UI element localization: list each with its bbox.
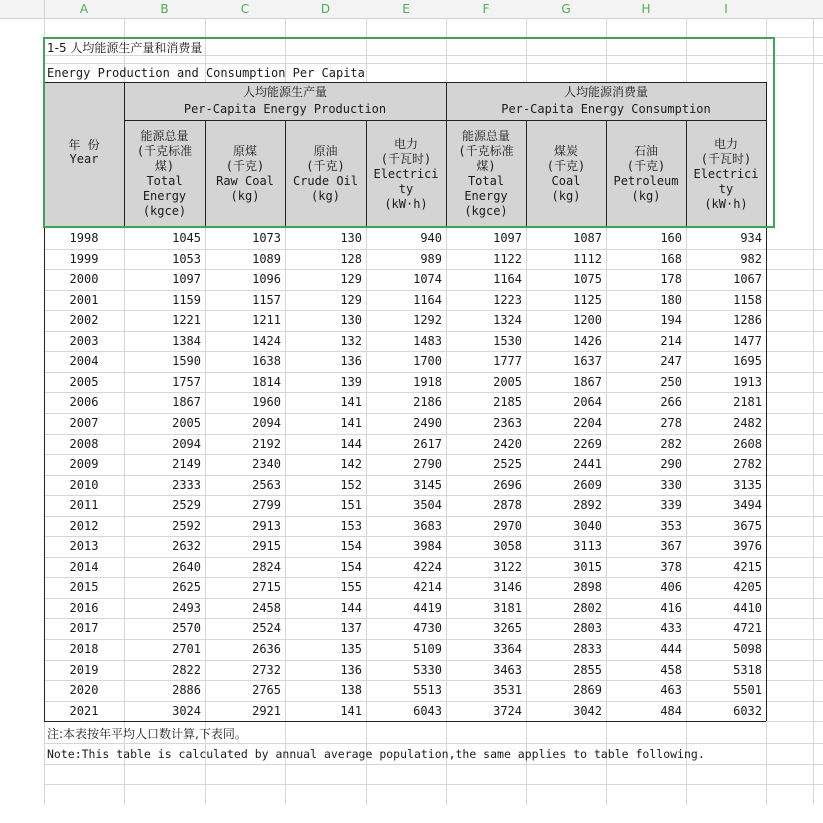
value-cell[interactable]: 1159 [172, 292, 201, 307]
value-cell[interactable]: 2529 [172, 498, 201, 513]
grid-row-line [44, 784, 823, 785]
value-cell[interactable]: 353 [660, 518, 682, 533]
column-header-f[interactable]: F [482, 2, 490, 16]
table-title-en: Energy Production and Consumption Per Capita [47, 66, 365, 80]
year-cell[interactable]: 2008 [69, 436, 99, 451]
column-sub-header: 煤炭 (千克) Coal (kg) [546, 144, 586, 203]
value-cell[interactable]: 1089 [252, 251, 281, 266]
value-cell[interactable]: 2064 [573, 395, 602, 410]
value-cell[interactable]: 1483 [413, 333, 442, 348]
value-cell[interactable]: 3724 [493, 703, 522, 718]
value-cell[interactable]: 484 [660, 703, 682, 718]
value-cell[interactable]: 2921 [252, 703, 281, 718]
value-cell[interactable]: 2204 [573, 415, 602, 430]
year-cell[interactable]: 2001 [69, 292, 99, 307]
value-cell[interactable]: 2803 [573, 621, 602, 636]
value-cell[interactable]: 3040 [573, 518, 602, 533]
column-sub-header: 石油 (千克) Petroleum (kg) [613, 144, 679, 203]
value-cell[interactable]: 2833 [573, 642, 602, 656]
value-cell[interactable]: 3122 [493, 559, 522, 574]
value-cell[interactable]: 2636 [252, 642, 281, 656]
value-cell[interactable]: 154 [340, 559, 362, 574]
value-cell[interactable]: 1125 [573, 292, 602, 307]
year-cell[interactable]: 2005 [69, 374, 99, 389]
year-column-header: 年 份 Year [68, 138, 100, 166]
value-cell[interactable]: 2732 [252, 662, 281, 677]
value-cell[interactable]: 282 [660, 436, 682, 451]
value-cell[interactable]: 2696 [493, 477, 522, 492]
value-cell[interactable]: 2493 [172, 600, 201, 615]
column-sub-header: 电力 (千瓦时) Electrici ty (kW·h) [693, 136, 759, 211]
value-cell[interactable]: 1324 [493, 313, 522, 328]
grid-row-line [44, 37, 823, 38]
value-cell[interactable]: 1074 [413, 272, 442, 287]
value-cell[interactable]: 3265 [493, 621, 522, 636]
year-cell[interactable]: 2018 [69, 642, 99, 656]
column-header-d[interactable]: D [320, 2, 331, 16]
value-cell[interactable]: 2524 [252, 621, 281, 636]
value-cell[interactable]: 5330 [413, 662, 442, 677]
value-cell[interactable]: 3494 [733, 498, 762, 513]
value-cell[interactable]: 2790 [413, 457, 442, 472]
value-cell[interactable]: 130 [340, 231, 362, 245]
row-header-gutter [0, 0, 45, 18]
value-cell[interactable]: 136 [340, 354, 362, 369]
year-cell[interactable]: 2019 [69, 662, 99, 677]
column-header-h[interactable]: H [641, 2, 651, 16]
value-cell[interactable]: 141 [340, 703, 362, 718]
value-cell[interactable]: 3984 [413, 539, 442, 554]
value-cell[interactable]: 1157 [252, 292, 281, 307]
value-cell[interactable]: 940 [420, 231, 442, 245]
value-cell[interactable]: 2185 [493, 395, 522, 410]
value-cell[interactable]: 1158 [733, 292, 762, 307]
value-cell[interactable]: 1164 [493, 272, 522, 287]
value-cell[interactable]: 339 [660, 498, 682, 513]
year-cell[interactable]: 2020 [69, 683, 99, 698]
table-border [124, 120, 766, 121]
value-cell[interactable]: 1286 [733, 313, 762, 328]
value-cell[interactable]: 2005 [493, 374, 522, 389]
column-header-c[interactable]: C [240, 2, 250, 16]
year-cell[interactable]: 1998 [69, 231, 99, 245]
value-cell[interactable]: 3015 [573, 559, 602, 574]
value-cell[interactable]: 1700 [413, 354, 442, 369]
value-cell[interactable]: 3146 [493, 580, 522, 595]
value-cell[interactable]: 3683 [413, 518, 442, 533]
value-cell[interactable]: 1067 [733, 272, 762, 287]
value-cell[interactable]: 2878 [493, 498, 522, 513]
value-cell[interactable]: 2333 [172, 477, 201, 492]
footnote-cn: 注:本表按年平均人口数计算,下表同。 [47, 727, 247, 742]
value-cell[interactable]: 1087 [573, 231, 602, 245]
year-cell[interactable]: 2012 [69, 518, 99, 533]
grid-row-line [44, 55, 823, 56]
value-cell[interactable]: 1384 [172, 333, 201, 348]
value-cell[interactable]: 168 [660, 251, 682, 266]
grid-row-line [44, 743, 823, 744]
value-cell[interactable]: 3976 [733, 539, 762, 554]
value-cell[interactable]: 2094 [172, 436, 201, 451]
value-cell[interactable]: 1122 [493, 251, 522, 266]
column-sub-header: 电力 (千瓦时) Electrici ty (kW·h) [373, 136, 439, 211]
value-cell[interactable]: 1097 [172, 272, 201, 287]
value-cell[interactable]: 1477 [733, 333, 762, 348]
value-cell[interactable]: 3113 [573, 539, 602, 554]
value-cell[interactable]: 1638 [252, 354, 281, 369]
group-header-consumption-en: Per-Capita Energy Consumption [501, 102, 711, 116]
value-cell[interactable]: 2625 [172, 580, 201, 595]
value-cell[interactable]: 2913 [252, 518, 281, 533]
value-cell[interactable]: 1867 [172, 395, 201, 410]
value-cell[interactable]: 2363 [493, 415, 522, 430]
value-cell[interactable]: 2799 [252, 498, 281, 513]
value-cell[interactable]: 1426 [573, 333, 602, 348]
value-cell[interactable]: 463 [660, 683, 682, 698]
value-cell[interactable]: 3504 [413, 498, 442, 513]
value-cell[interactable]: 290 [660, 457, 682, 472]
table-border [44, 82, 45, 721]
value-cell[interactable]: 2715 [252, 580, 281, 595]
value-cell[interactable]: 2149 [172, 457, 201, 472]
year-cell[interactable]: 2009 [69, 457, 99, 472]
value-cell[interactable]: 2970 [493, 518, 522, 533]
value-cell[interactable]: 2420 [493, 436, 522, 451]
value-cell[interactable]: 1221 [172, 313, 201, 328]
value-cell[interactable]: 4214 [413, 580, 442, 595]
year-cell[interactable]: 2011 [69, 498, 99, 513]
value-cell[interactable]: 2482 [733, 415, 762, 430]
value-cell[interactable]: 2617 [413, 436, 442, 451]
value-cell[interactable]: 367 [660, 539, 682, 554]
column-sub-header: 原油 (千克) Crude Oil (kg) [292, 144, 359, 203]
value-cell[interactable]: 247 [660, 354, 682, 369]
year-cell[interactable]: 2016 [69, 600, 99, 615]
value-cell[interactable]: 2458 [252, 600, 281, 615]
value-cell[interactable]: 2005 [172, 415, 201, 430]
value-cell[interactable]: 2632 [172, 539, 201, 554]
year-cell[interactable]: 1999 [69, 251, 99, 266]
table-border [44, 82, 766, 83]
value-cell[interactable]: 4730 [413, 621, 442, 636]
value-cell[interactable]: 154 [340, 539, 362, 554]
value-cell[interactable]: 4721 [733, 621, 762, 636]
value-cell[interactable]: 2855 [573, 662, 602, 677]
value-cell[interactable]: 2592 [172, 518, 201, 533]
table-border [366, 120, 367, 228]
value-cell[interactable]: 1073 [252, 231, 281, 245]
value-cell[interactable]: 2609 [573, 477, 602, 492]
value-cell[interactable]: 378 [660, 559, 682, 574]
table-border [124, 82, 125, 228]
value-cell[interactable]: 144 [340, 436, 362, 451]
value-cell[interactable]: 1590 [172, 354, 201, 369]
value-cell[interactable]: 2892 [573, 498, 602, 513]
value-cell[interactable]: 2915 [252, 539, 281, 554]
value-cell[interactable]: 2886 [172, 683, 201, 698]
value-cell[interactable]: 1913 [733, 374, 762, 389]
value-cell[interactable]: 135 [340, 642, 362, 656]
year-cell[interactable]: 2007 [69, 415, 99, 430]
value-cell[interactable]: 266 [660, 395, 682, 410]
column-sub-header: 能源总量 (千克标准 煤) Total Energy (kgce) [458, 129, 514, 218]
value-cell[interactable]: 3058 [493, 539, 522, 554]
value-cell[interactable]: 1637 [573, 354, 602, 369]
value-cell[interactable]: 1211 [252, 313, 281, 328]
value-cell[interactable]: 2824 [252, 559, 281, 574]
value-cell[interactable]: 2340 [252, 457, 281, 472]
table-border [446, 82, 447, 228]
value-cell[interactable]: 3531 [493, 683, 522, 698]
column-header-i[interactable]: I [724, 2, 728, 16]
table-border [285, 120, 286, 228]
year-cell[interactable]: 2003 [69, 333, 99, 348]
table-border [606, 120, 607, 228]
value-cell[interactable]: 132 [340, 333, 362, 348]
value-cell[interactable]: 138 [340, 683, 362, 698]
value-cell[interactable]: 151 [340, 498, 362, 513]
value-cell[interactable]: 2525 [493, 457, 522, 472]
value-cell[interactable]: 934 [740, 231, 762, 245]
value-cell[interactable]: 214 [660, 333, 682, 348]
table-border [44, 721, 766, 722]
value-cell[interactable]: 1292 [413, 313, 442, 328]
value-cell[interactable]: 1695 [733, 354, 762, 369]
value-cell[interactable]: 2701 [172, 642, 201, 656]
value-cell[interactable]: 1045 [172, 231, 201, 245]
value-cell[interactable]: 1960 [252, 395, 281, 410]
value-cell[interactable]: 2822 [172, 662, 201, 677]
value-cell[interactable]: 1867 [573, 374, 602, 389]
value-cell[interactable]: 1164 [413, 292, 442, 307]
value-cell[interactable]: 130 [340, 313, 362, 328]
year-cell[interactable]: 2015 [69, 580, 99, 595]
value-cell[interactable]: 278 [660, 415, 682, 430]
value-cell[interactable]: 160 [660, 231, 682, 245]
value-cell[interactable]: 3135 [733, 477, 762, 492]
value-cell[interactable]: 1530 [493, 333, 522, 348]
value-cell[interactable]: 1112 [573, 251, 602, 266]
table-border [205, 120, 206, 228]
value-cell[interactable]: 180 [660, 292, 682, 307]
value-cell[interactable]: 4224 [413, 559, 442, 574]
value-cell[interactable]: 141 [340, 395, 362, 410]
value-cell[interactable]: 406 [660, 580, 682, 595]
value-cell[interactable]: 1200 [573, 313, 602, 328]
year-cell[interactable]: 2017 [69, 621, 99, 636]
value-cell[interactable]: 141 [340, 415, 362, 430]
year-cell[interactable]: 2000 [69, 272, 99, 287]
value-cell[interactable]: 1097 [493, 231, 522, 245]
table-border [526, 120, 527, 228]
value-cell[interactable]: 3145 [413, 477, 442, 492]
value-cell[interactable]: 1096 [252, 272, 281, 287]
year-cell[interactable]: 2010 [69, 477, 99, 492]
value-cell[interactable]: 1075 [573, 272, 602, 287]
value-cell[interactable]: 3463 [493, 662, 522, 677]
value-cell[interactable]: 6043 [413, 703, 442, 718]
table-title-cn: 1-5 人均能源生产量和消费量 [47, 41, 203, 55]
value-cell[interactable]: 2181 [733, 395, 762, 410]
value-cell[interactable]: 129 [340, 272, 362, 287]
value-cell[interactable]: 1777 [493, 354, 522, 369]
value-cell[interactable]: 1757 [172, 374, 201, 389]
value-cell[interactable]: 5098 [733, 642, 762, 656]
grid-row-line [44, 63, 823, 64]
grid-column-line [813, 18, 814, 805]
value-cell[interactable]: 1424 [252, 333, 281, 348]
value-cell[interactable]: 5501 [733, 683, 762, 698]
value-cell[interactable]: 3364 [493, 642, 522, 656]
value-cell[interactable]: 2441 [573, 457, 602, 472]
value-cell[interactable]: 6032 [733, 703, 762, 718]
value-cell[interactable]: 416 [660, 600, 682, 615]
value-cell[interactable]: 2869 [573, 683, 602, 698]
value-cell[interactable]: 4205 [733, 580, 762, 595]
value-cell[interactable]: 2802 [573, 600, 602, 615]
value-cell[interactable]: 2490 [413, 415, 442, 430]
value-cell[interactable]: 1223 [493, 292, 522, 307]
value-cell[interactable]: 2563 [252, 477, 281, 492]
table-border [686, 120, 687, 228]
year-cell[interactable]: 2002 [69, 313, 99, 328]
group-header-production-en: Per-Capita Energy Production [183, 102, 387, 116]
value-cell[interactable]: 128 [340, 251, 362, 266]
column-header-g[interactable]: G [561, 2, 571, 16]
value-cell[interactable]: 155 [340, 580, 362, 595]
value-cell[interactable]: 152 [340, 477, 362, 492]
year-cell[interactable]: 2014 [69, 559, 99, 574]
value-cell[interactable]: 1814 [252, 374, 281, 389]
year-cell[interactable]: 2021 [69, 703, 99, 718]
year-cell[interactable]: 2006 [69, 395, 99, 410]
footnote-en: Note:This table is calculated by annual average population,the same applies to table following. [47, 747, 705, 762]
value-cell[interactable]: 153 [340, 518, 362, 533]
value-cell[interactable]: 3675 [733, 518, 762, 533]
grid-row-line [44, 764, 823, 765]
value-cell[interactable]: 2782 [733, 457, 762, 472]
column-header-b[interactable]: B [160, 2, 169, 16]
column-header-a[interactable]: A [79, 2, 89, 16]
value-cell[interactable]: 458 [660, 662, 682, 677]
value-cell[interactable]: 4215 [733, 559, 762, 574]
value-cell[interactable]: 1918 [413, 374, 442, 389]
value-cell[interactable]: 2570 [172, 621, 201, 636]
value-cell[interactable]: 144 [340, 600, 362, 615]
column-header-e[interactable]: E [402, 2, 410, 16]
value-cell[interactable]: 2269 [573, 436, 602, 451]
value-cell[interactable]: 2765 [252, 683, 281, 698]
value-cell[interactable]: 433 [660, 621, 682, 636]
value-cell[interactable]: 2192 [252, 436, 281, 451]
year-cell[interactable]: 2004 [69, 354, 99, 369]
value-cell[interactable]: 2608 [733, 436, 762, 451]
value-cell[interactable]: 4419 [413, 600, 442, 615]
value-cell[interactable]: 2640 [172, 559, 201, 574]
value-cell[interactable]: 3042 [573, 703, 602, 718]
value-cell[interactable]: 2186 [413, 395, 442, 410]
year-cell[interactable]: 2013 [69, 539, 99, 554]
value-cell[interactable]: 5109 [413, 642, 442, 656]
value-cell[interactable]: 5318 [733, 662, 762, 677]
value-cell[interactable]: 2094 [252, 415, 281, 430]
value-cell[interactable]: 139 [340, 374, 362, 389]
value-cell[interactable]: 982 [740, 251, 762, 266]
value-cell[interactable]: 136 [340, 662, 362, 677]
column-sub-header: 原煤 (千克) Raw Coal (kg) [216, 144, 274, 203]
value-cell[interactable]: 1053 [172, 251, 201, 266]
column-sub-header: 能源总量 (千克标准 煤) Total Energy (kgce) [136, 129, 193, 218]
value-cell[interactable]: 137 [340, 621, 362, 636]
value-cell[interactable]: 194 [660, 313, 682, 328]
value-cell[interactable]: 444 [660, 642, 682, 656]
value-cell[interactable]: 142 [340, 457, 362, 472]
value-cell[interactable]: 5513 [413, 683, 442, 698]
group-header-production-cn: 人均能源生产量 [242, 85, 327, 99]
value-cell[interactable]: 989 [420, 251, 442, 266]
table-border [766, 82, 767, 721]
value-cell[interactable]: 250 [660, 374, 682, 389]
value-cell[interactable]: 4410 [733, 600, 762, 615]
group-header-consumption-cn: 人均能源消费量 [563, 85, 648, 99]
value-cell[interactable]: 178 [660, 272, 682, 287]
value-cell[interactable]: 129 [340, 292, 362, 307]
value-cell[interactable]: 3024 [172, 703, 201, 718]
value-cell[interactable]: 3181 [493, 600, 522, 615]
value-cell[interactable]: 330 [660, 477, 682, 492]
value-cell[interactable]: 2898 [573, 580, 602, 595]
